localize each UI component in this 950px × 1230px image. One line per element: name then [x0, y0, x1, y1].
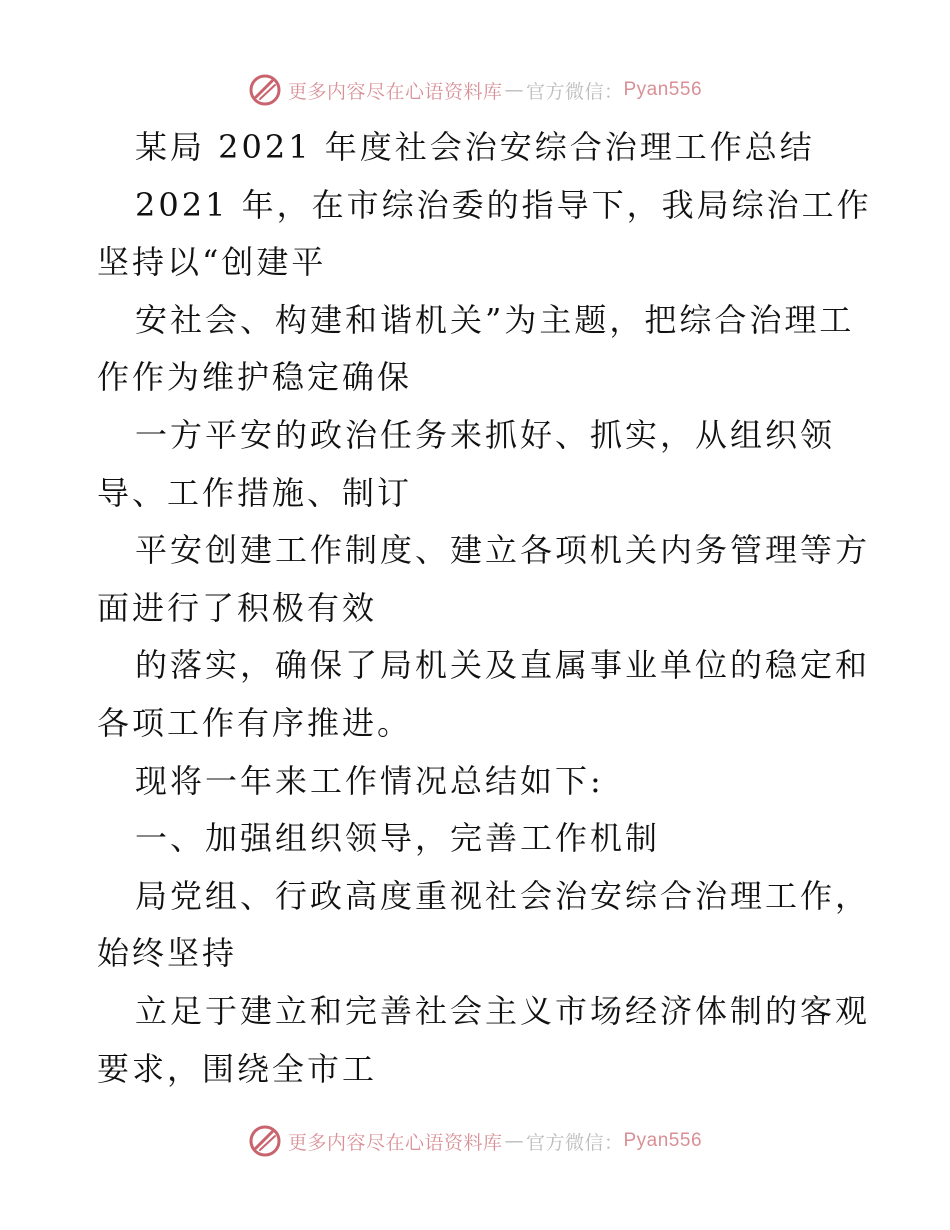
paragraph-line: 平安创建工作制度、建立各项机关内务管理等方 — [135, 531, 871, 570]
watermark-footer — [0, 1121, 950, 1161]
watermark-id: Pyan556 — [623, 1130, 703, 1151]
paragraph-line: 始终坚持 — [97, 934, 238, 973]
document-body — [97, 119, 872, 1098]
paragraph-line: 2021 年，在市综治委的指导下，我局综治工作 — [135, 185, 872, 224]
watermark-text: 更多内容尽在心语资料库 — [287, 80, 503, 103]
paragraph-line: 各项工作有序推进。 — [97, 703, 413, 742]
watermark-separator: — — [504, 79, 524, 101]
seal-logo-icon — [248, 1124, 282, 1158]
paragraph-line: 的落实，确保了局机关及直属事业单位的稳定和 — [135, 646, 871, 685]
paragraph-line: 作作为维护稳定确保 — [97, 358, 413, 397]
document-title: 某局 2021 年度社会治安综合治理工作总结 — [135, 128, 815, 166]
paragraph-line: 导、工作措施、制订 — [97, 473, 413, 512]
watermark-separator: — — [504, 1130, 524, 1152]
seal-logo-icon — [248, 73, 282, 107]
paragraph-line: 安社会、构建和谐机关”为主题，把综合治理工 — [135, 300, 855, 339]
paragraph-line: 局党组、行政高度重视社会治安综合治理工作， — [135, 876, 871, 915]
paragraph-line: 一方平安的政治任务来抓好、抓实，从组织领 — [135, 415, 836, 454]
watermark-label: 官方微信： — [525, 80, 624, 103]
paragraph-line: 面进行了积极有效 — [97, 588, 378, 627]
watermark-id: Pyan556 — [623, 79, 703, 100]
watermark-label: 官方微信： — [525, 1131, 624, 1154]
watermark-header — [0, 70, 950, 110]
paragraph-line: 坚持以“创建平 — [97, 243, 327, 282]
watermark-text: 更多内容尽在心语资料库 — [287, 1131, 503, 1154]
paragraph-line: 要求，围绕全市工 — [97, 1049, 378, 1088]
paragraph-line: 现将一年来工作情况总结如下: — [135, 761, 604, 800]
section-heading: 一、加强组织领导，完善工作机制 — [135, 819, 661, 858]
paragraph-line: 立足于建立和完善社会主义市场经济体制的客观 — [135, 991, 871, 1030]
